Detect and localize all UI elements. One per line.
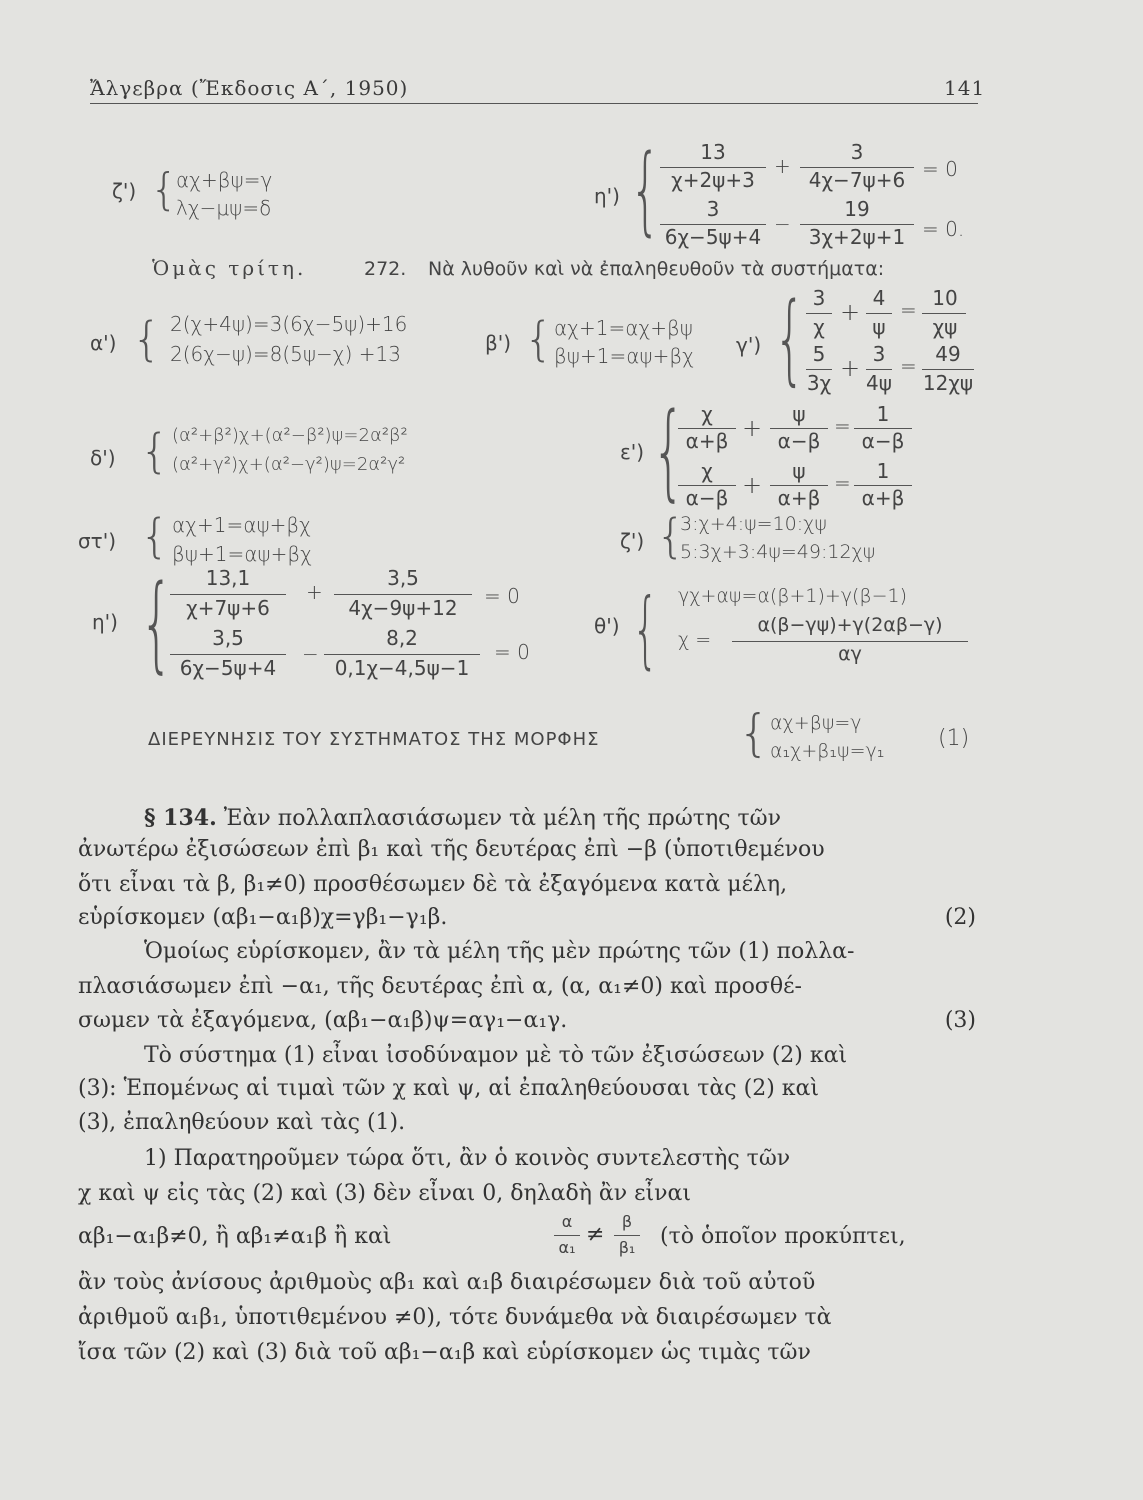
numerator: 4	[872, 286, 886, 310]
operator: =	[900, 298, 917, 322]
exercise-label: γ')	[736, 333, 762, 357]
equals-zero: = 0	[484, 584, 520, 608]
equation: αχ+1=αψ+βχ	[172, 513, 311, 537]
denominator: ψ	[872, 315, 886, 339]
fraction-bar	[334, 594, 472, 595]
fraction-bar	[732, 641, 968, 642]
exercise-instruction: Νὰ λυθοῦν καὶ νὰ ἐπαληθευθοῦν τὰ συστήματα:	[428, 258, 885, 280]
denominator: 12χψ	[922, 371, 974, 395]
numerator: 5	[812, 342, 826, 366]
equation: αχ+βψ=γ	[176, 168, 273, 192]
numerator: 3	[812, 286, 826, 310]
equals-zero: = 0.	[922, 217, 965, 241]
numerator: ψ	[792, 459, 806, 483]
text-line: ἂν τοὺς ἀνίσους ἀριθμοὺς αβ₁ καὶ α₁β διαιρέσωμεν διὰ τοῦ αὐτοῦ	[78, 1270, 816, 1295]
equation-lhs: χ =	[678, 629, 712, 651]
numerator: 3	[872, 342, 886, 366]
left-brace: {	[652, 390, 686, 512]
text-span: εὑρίσκομεν (αβ₁−α₁β)χ=γβ₁−γ₁β.	[78, 905, 448, 930]
numerator: α(β−γψ)+γ(2αβ−γ)	[757, 614, 943, 636]
equation: 3:χ+4:ψ=10:χψ	[680, 513, 827, 535]
text-line: ἀριθμοῦ α₁β₁, ὑποτιθεμένου ≠0), τότε δυνάμεθα νὰ διαιρέσωμεν τὰ	[78, 1305, 832, 1330]
section-number: § 134.	[144, 805, 217, 831]
denominator: α+β	[777, 486, 821, 510]
denominator: 4χ−9ψ+12	[348, 596, 458, 620]
numerator: 13	[700, 140, 726, 164]
numerator: χ	[701, 402, 713, 426]
text-line	[78, 1008, 976, 1033]
exercise-number: 272.	[364, 258, 407, 280]
text-span: Ἐὰν πολλαπλασιάσωμεν τὰ μέλη τῆς πρώτης τῶν	[223, 806, 781, 831]
operator: +	[306, 580, 323, 604]
denominator: χ+2ψ+3	[671, 168, 755, 192]
group-title: Ὁμὰς τρίτη.	[152, 256, 307, 280]
operator: +	[840, 298, 861, 326]
header-rule	[90, 103, 978, 104]
left-brace: {	[140, 424, 170, 478]
text-span: αβ₁−α₁β≠0, ἢ αβ₁≠α₁β ἢ καὶ	[78, 1224, 392, 1249]
denominator: α+β	[685, 429, 729, 453]
text-span: (τὸ ὁποῖον προκύπτει,	[660, 1224, 906, 1249]
exercise-label: ζ')	[620, 529, 645, 553]
operator: −	[774, 212, 791, 236]
numerator: χ	[701, 459, 713, 483]
fraction-bar	[170, 594, 286, 595]
left-brace: {	[632, 580, 659, 678]
exercise-label: ζ')	[112, 179, 137, 203]
numerator: 3	[706, 197, 720, 221]
equals-zero: = 0	[922, 157, 958, 181]
numerator: 8,2	[386, 626, 418, 650]
equation-tag: (1)	[938, 726, 970, 751]
equation: βψ+1=αψ+βχ	[554, 344, 694, 368]
left-brace: {	[738, 704, 770, 762]
not-equal-sign: ≠	[586, 1222, 605, 1247]
section-heading: ΔΙΕΡΕΥΝΗΣΙΣ ΤΟΥ ΣΥΣΤΗΜΑΤΟΣ ΤΗΣ ΜΟΡΦΗΣ	[148, 729, 600, 750]
denominator: χψ	[932, 315, 958, 339]
fraction-bar	[866, 313, 892, 314]
equation: βψ+1=αψ+βχ	[172, 542, 312, 566]
text-line: (3): Ἑπομένως αἱ τιμαὶ τῶν χ καὶ ψ, αἱ ἐπαληθεύουσαι τὰς (2) καὶ	[78, 1076, 819, 1101]
left-brace: {	[140, 562, 174, 684]
equation: (α²+β²)χ+(α²−β²)ψ=2α²β²	[172, 425, 408, 446]
exercise-label: α')	[90, 331, 117, 355]
numerator: 3	[850, 140, 864, 164]
denominator: α−β	[861, 429, 905, 453]
left-brace: {	[656, 509, 686, 563]
left-brace: {	[774, 282, 806, 396]
equation: 5:3χ+3:4ψ=49:12χψ	[680, 541, 876, 563]
fraction-bar	[170, 654, 286, 655]
denominator: 0,1χ−4,5ψ−1	[334, 656, 470, 680]
numerator: 1	[876, 402, 890, 426]
equation: αχ+1=αχ+βψ	[554, 316, 693, 340]
equals-zero: = 0	[494, 640, 530, 664]
denominator: 3χ	[806, 371, 832, 395]
denominator: α−β	[685, 486, 729, 510]
numerator: 3,5	[387, 566, 419, 590]
left-brace: {	[524, 312, 554, 366]
equation: 2(6χ−ψ)=8(5ψ−χ) +13	[170, 342, 402, 366]
operator: =	[834, 471, 851, 495]
text-line: 1) Παρατηροῦμεν τώρα ὅτι, ἂν ὁ κοινὸς συντελεστὴς τῶν	[144, 1146, 791, 1171]
fraction-bar	[922, 369, 974, 370]
running-header-title: Ἄλγεβρα (Ἔκδοσις Α΄, 1950)	[90, 76, 409, 100]
numerator: 3,5	[212, 626, 244, 650]
exercise-label: η')	[92, 610, 118, 634]
text-line: πλασιάσωμεν ἐπὶ −α₁, τῆς δευτέρας ἐπὶ α, (α, α₁≠0) καὶ προσθέ-	[78, 974, 802, 999]
exercise-label: στ')	[78, 529, 117, 553]
numerator: 10	[932, 286, 958, 310]
text-line: ἴσα τῶν (2) καὶ (3) διὰ τοῦ αβ₁−α₁β καὶ εὑρίσκομεν ὡς τιμὰς τῶν	[78, 1340, 811, 1365]
numerator: β	[621, 1212, 633, 1231]
denominator: α−β	[777, 429, 821, 453]
text-line: Ὁμοίως εὑρίσκομεν, ἂν τὰ μέλη τῆς μὲν πρώτης τῶν (1) πολλα-	[144, 939, 855, 964]
equation: αχ+βψ=γ	[770, 712, 862, 734]
left-brace: {	[630, 134, 661, 246]
denominator: 6χ−5ψ+4	[179, 656, 277, 680]
equation: 2(χ+4ψ)=3(6χ−5ψ)+16	[170, 312, 408, 336]
exercise-label: β')	[485, 331, 512, 355]
equation-tag: (3)	[944, 1008, 976, 1033]
numerator: 19	[844, 197, 870, 221]
left-brace: {	[132, 312, 162, 366]
numerator: 49	[935, 342, 961, 366]
denominator: 3χ+2ψ+1	[808, 225, 906, 249]
text-line: Τὸ σύστημα (1) εἶναι ἰσοδύναμον μὲ τὸ τῶν ἐξισώσεων (2) καὶ	[144, 1043, 848, 1068]
equation: γχ+αψ=α(β+1)+γ(β−1)	[678, 585, 907, 607]
equation: λχ−μψ=δ	[176, 196, 272, 220]
exercise-label: η')	[594, 184, 620, 208]
exercise-label: θ')	[594, 614, 620, 638]
denominator: χ	[813, 315, 825, 339]
fraction-bar	[922, 313, 966, 314]
equation: α₁χ+β₁ψ=γ₁	[770, 740, 885, 762]
operator: =	[834, 414, 851, 438]
exercise-label: δ')	[90, 446, 116, 470]
fraction-bar	[614, 1235, 640, 1236]
denominator: α₁	[558, 1238, 576, 1257]
left-brace: {	[150, 164, 178, 215]
fraction-bar	[866, 369, 892, 370]
text-line: χ καὶ ψ εἰς τὰς (2) καὶ (3) δὲν εἶναι 0, δηλαδὴ ἂν εἶναι	[78, 1181, 692, 1206]
text-span: σωμεν τὰ ἐξαγόμενα, (αβ₁−α₁β)ψ=αγ₁−α₁γ.	[78, 1008, 568, 1033]
equation: (α²+γ²)χ+(α²−γ²)ψ=2α²γ²	[172, 454, 406, 475]
numerator: ψ	[792, 402, 806, 426]
equation-tag: (2)	[944, 905, 976, 930]
denominator: 6χ−5ψ+4	[664, 225, 762, 249]
text-line: ἀνωτέρω ἐξισώσεων ἐπὶ β₁ καὶ τῆς δευτέρας ἐπὶ −β (ὑποτιθεμένου	[78, 837, 825, 862]
text-line: ὅτι εἶναι τὰ β, β₁≠0) προσθέσωμεν δὲ τὰ ἐξαγόμενα κατὰ μέλη,	[78, 872, 788, 897]
fraction-bar	[554, 1235, 580, 1236]
operator: =	[900, 354, 917, 378]
text-line	[78, 905, 976, 930]
operator: +	[742, 471, 763, 499]
denominator: α+β	[861, 486, 905, 510]
denominator: β₁	[618, 1238, 636, 1257]
fraction-bar	[806, 313, 832, 314]
numerator: α	[561, 1212, 573, 1231]
numerator: 13,1	[205, 566, 251, 590]
operator: +	[840, 354, 861, 382]
denominator: χ+7ψ+6	[186, 596, 270, 620]
operator: −	[302, 642, 319, 666]
text-line	[78, 805, 976, 831]
exercise-label: ε')	[620, 440, 645, 464]
fraction-bar	[324, 654, 480, 655]
page-number: 141	[944, 76, 986, 100]
denominator: 4χ−7ψ+6	[808, 168, 906, 192]
operator: +	[774, 154, 791, 178]
operator: +	[742, 414, 763, 442]
text-line: (3), ἐπαληθεύουν καὶ τὰς (1).	[78, 1110, 406, 1135]
denominator: αγ	[838, 643, 862, 665]
denominator: 4ψ	[866, 371, 892, 395]
left-brace: {	[140, 509, 170, 563]
numerator: 1	[876, 459, 890, 483]
fraction-bar	[806, 369, 832, 370]
